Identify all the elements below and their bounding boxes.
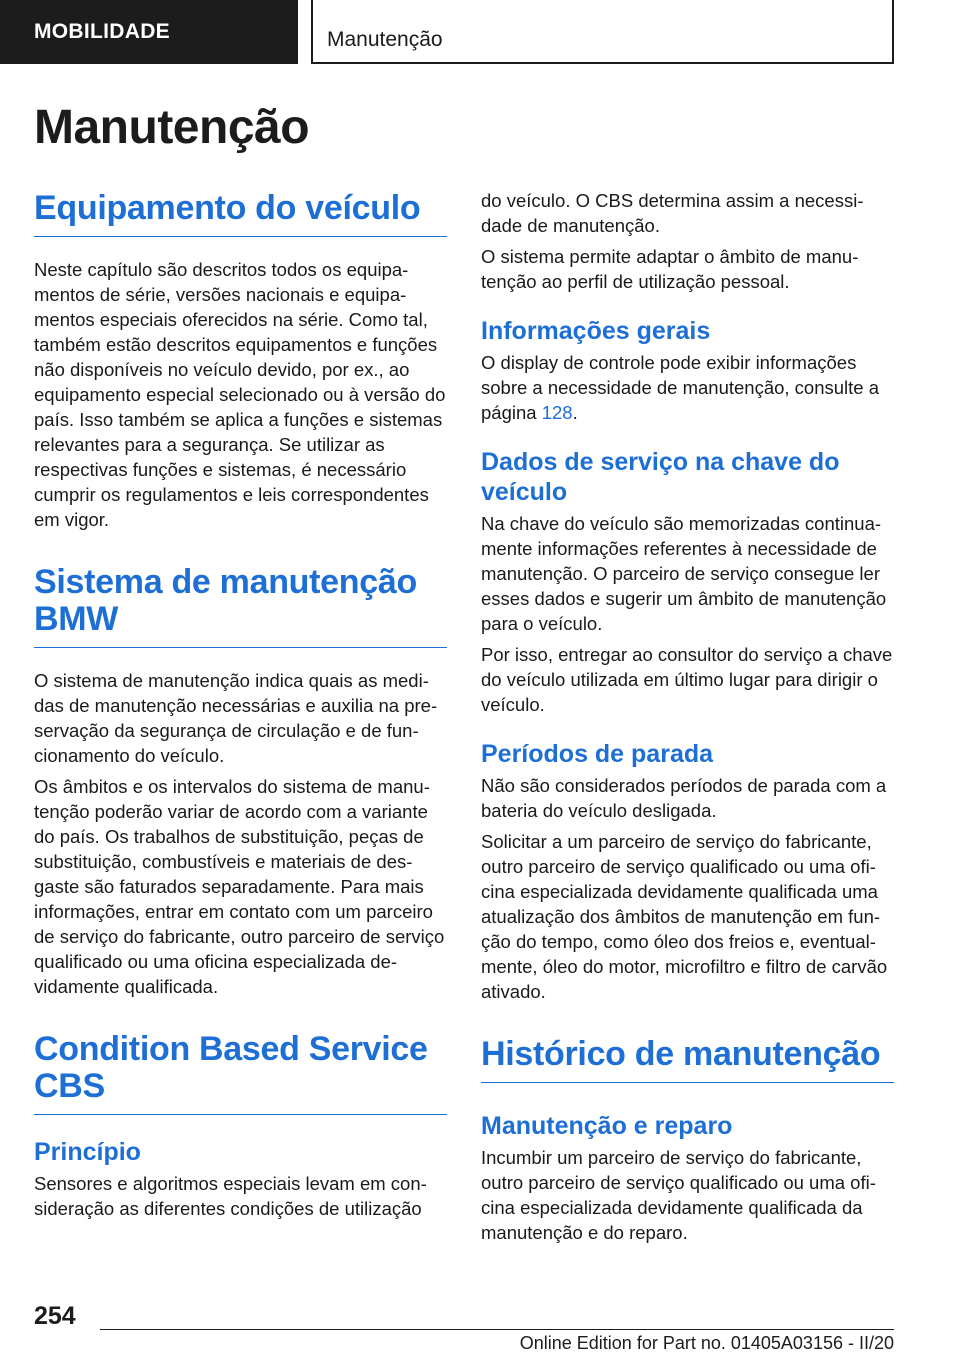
heading-vehicle-equipment: Equipamento do veículo	[34, 190, 447, 237]
subheading-general-info: Informações gerais	[481, 317, 711, 345]
right-column	[481, 188, 894, 1245]
cbs-continued-paragraph-1: do veículo. O CBS determina assim a necessidade de manutenção.	[481, 190, 864, 236]
maintenance-system-paragraph-1: O sistema de manutenção indica quais as medidas de manutenção necessárias e auxilia na preservação da segurança de circulação e de funcionamento do veículo.	[34, 670, 438, 766]
heading-cbs: Condition Based Service CBS	[34, 1031, 447, 1115]
left-column	[34, 190, 447, 1221]
cbs-continued-paragraph-2: O sistema permite adaptar o âmbito de manutenção ao perfil de utilização pessoal.	[481, 246, 859, 292]
heading-maintenance-history: Histórico de manutenção	[481, 1036, 894, 1083]
standstill-paragraph-2: Solicitar a um parceiro de serviço do fabricante, outro parceiro de serviço qualificado ou uma oficina especializada devidamente qualificada uma atualização dos âmbitos de manutenção em função do tempo, como óleo dos freios e, eventualmente, óleo do motor, microfiltro e filtro de carvão ativado.	[481, 831, 888, 1002]
general-info-text: O display de controle pode exibir informações sobre a necessidade de manutenção, consulte a página	[481, 352, 880, 423]
general-info-text-end: .	[572, 402, 578, 423]
edition-footer: Online Edition for Part no. 01405A03156 - II/20	[519, 1333, 894, 1353]
page-number: 254	[34, 1302, 76, 1330]
chapter-tab: MOBILIDADE	[0, 0, 298, 64]
subheading-key-service-data: Dados de serviço na chave do veículo	[481, 448, 840, 506]
subheading-principle: Princípio	[34, 1138, 141, 1166]
standstill-paragraph-1: Não são considerados períodos de parada com a bateria do veículo desligada.	[481, 775, 887, 821]
section-title-box: Manutenção	[311, 0, 894, 64]
key-service-data-paragraph-1: Na chave do veículo são memorizadas continuamente informações referentes à necessidade de manutenção. O parceiro de serviço consegue ler esses dados e sugerir um âmbito de manutenção para o veículo.	[481, 513, 887, 634]
subheading-maintenance-repair: Manutenção e reparo	[481, 1112, 733, 1140]
general-info-paragraph	[481, 350, 894, 425]
maintenance-system-paragraph-2: Os âmbitos e os intervalos do sistema de manutenção poderão variar de acordo com a variante do país. Os trabalhos de substituição, peças de substituição, combustíveis e materiais de desgaste são faturados separadamente. Para mais informações, entrar em contato com um parceiro de serviço do fabricante, outro parceiro de serviço qualificado ou uma oficina especializada devidamente qualificada.	[34, 776, 445, 997]
key-service-data-paragraph-2: Por isso, entregar ao consultor do serviço a chave do veículo utilizada em último lugar para dirigir o veículo.	[481, 644, 893, 715]
subheading-standstill-periods: Períodos de parada	[481, 740, 714, 768]
maintenance-repair-paragraph: Incumbir um parceiro de serviço do fabricante, outro parceiro de serviço qualificado ou uma oficina especializada devidamente qualificada da manutenção e do reparo.	[481, 1147, 876, 1243]
cbs-paragraph: Sensores e algoritmos especiais levam em consideração as diferentes condições de utilização	[34, 1173, 427, 1219]
vehicle-equipment-paragraph: Neste capítulo são descritos todos os equipamentos de série, versões nacionais e equipamentos especiais oferecidos na série. Como tal, também estão descritos equipamentos e funções não disponíveis no veículo devido, por ex., ao equipamento especial selecionado ou à versão do país. Isso também se aplica a funções e sistemas relevantes para a segurança. Se utilizar as respectivas funções e sistemas, é necessário cumprir os regulamentos e leis correspondentes em vigor.	[34, 259, 446, 530]
heading-maintenance-system: Sistema de manutenção BMW	[34, 564, 447, 648]
footer-divider	[100, 1329, 894, 1330]
page-title: Manutenção	[34, 101, 310, 154]
page-reference-link[interactable]: 128	[541, 402, 573, 423]
